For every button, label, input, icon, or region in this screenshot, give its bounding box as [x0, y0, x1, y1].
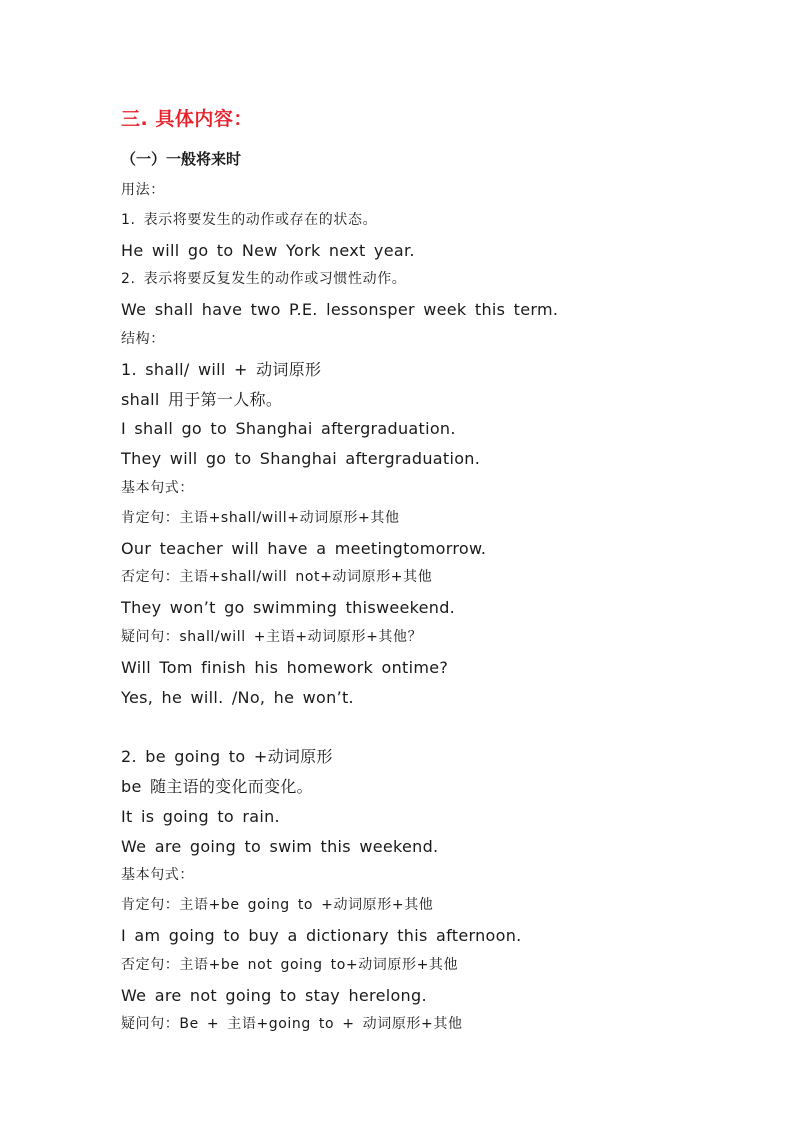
text-line: We shall have two P.E. lessonsper week this term.	[121, 300, 559, 320]
text-line: 用法：	[121, 182, 165, 198]
text-line: 否定句：主语+be not going to+动词原形+其他	[121, 956, 459, 973]
text-line: 2. 表示将要反复发生的动作或习惯性动作。	[121, 271, 407, 288]
text-line: Yes, he will. /No, he won’t.	[121, 687, 354, 707]
text-line: 否定句：主语+shall/will not+动词原形+其他	[121, 569, 433, 586]
text-line: be 随主语的变化而变化。	[121, 776, 313, 796]
text-line: 2. be going to +动词原形	[121, 747, 333, 767]
text-line: It is going to rain.	[121, 806, 280, 826]
text-line: 1. shall/ will + 动词原形	[121, 359, 322, 379]
text-line: Our teacher will have a meetingtomorrow.	[121, 538, 487, 558]
text-line: We are not going to stay herelong.	[121, 985, 427, 1005]
text-line: 肯定句：主语+be going to +动词原形+其他	[121, 897, 434, 914]
text-line: 疑问句：Be + 主语+going to + 动词原形+其他	[121, 1016, 463, 1033]
text-line: Will Tom finish his homework ontime?	[121, 657, 449, 677]
text-line: They will go to Shanghai aftergraduation.	[121, 449, 481, 469]
text-line: I shall go to Shanghai aftergraduation.	[121, 419, 456, 439]
text-line: 1. 表示将要发生的动作或存在的状态。	[121, 211, 378, 228]
text-line: 结构：	[121, 330, 165, 347]
text-line: 基本句式：	[121, 867, 194, 884]
text-line: They won’t go swimming thisweekend.	[121, 598, 456, 618]
text-line: shall 用于第一人称。	[121, 389, 283, 409]
body-text	[121, 176, 741, 1040]
text-line: We are going to swim this weekend.	[121, 836, 439, 856]
text-line: I am going to buy a dictionary this afternoon.	[121, 925, 522, 945]
text-line: 疑问句：shall/will +主语+动词原形+其他？	[121, 628, 423, 645]
subsection-heading: （一）一般将来时	[121, 150, 242, 168]
blank-line	[121, 712, 741, 742]
section-heading: 三. 具体内容：	[121, 108, 253, 130]
text-line: 基本句式：	[121, 479, 194, 496]
text-line: He will go to New York next year.	[121, 240, 415, 260]
text-line: 肯定句：主语+shall/will+动词原形+其他	[121, 509, 400, 526]
